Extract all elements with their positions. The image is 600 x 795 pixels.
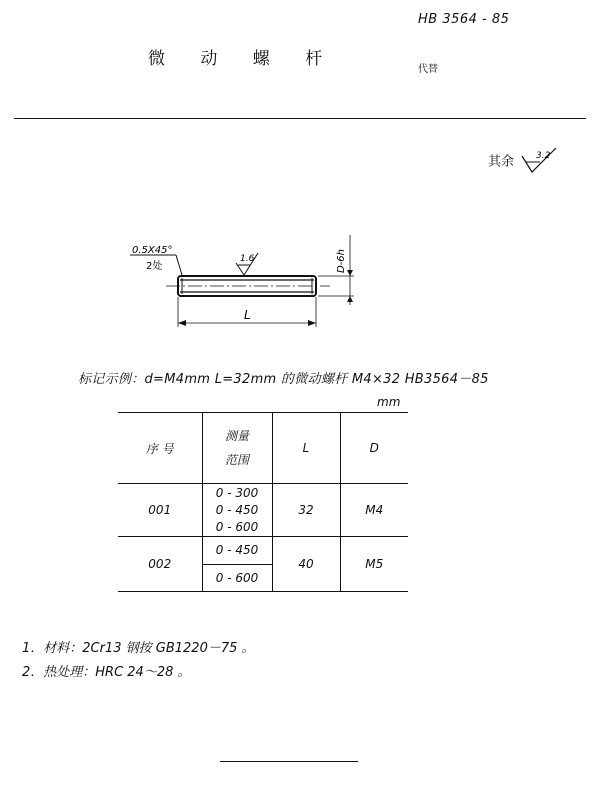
surface-roughness-value: 1.6 xyxy=(240,254,255,264)
row-ranges xyxy=(202,484,272,537)
table-header-row xyxy=(118,413,408,484)
header-range xyxy=(202,413,272,484)
range-value: 0 - 450 xyxy=(203,537,272,565)
general-roughness-value: 3.2 xyxy=(536,151,551,161)
row-seq: 002 xyxy=(118,537,202,592)
table-row xyxy=(118,484,408,537)
document-title: 微 动 螺 杆 xyxy=(148,49,338,69)
note-heat-treatment: 2．热处理：HRC 24～28 。 xyxy=(22,665,191,680)
header-divider xyxy=(14,118,586,119)
length-label: L xyxy=(244,308,251,322)
range-value: 0 - 450 xyxy=(215,502,259,517)
marking-example: 标记示例：d=M4mm L=32mm 的微动螺杆 M4×32 HB3564－85 xyxy=(78,372,489,387)
table-unit: mm xyxy=(377,395,401,409)
footer-divider xyxy=(220,761,358,762)
row-D: M5 xyxy=(340,537,408,592)
row-ranges xyxy=(202,537,272,592)
range-value: 0 - 600 xyxy=(215,571,259,585)
chamfer-count-label: 2处 xyxy=(146,261,163,272)
range-value: 0 - 300 xyxy=(215,485,259,500)
table-row xyxy=(118,537,408,592)
header-D: D xyxy=(340,413,408,484)
header-range-line2: 范围 xyxy=(224,453,249,467)
standard-code: HB 3564 - 85 xyxy=(418,12,510,27)
note-material: 1．材料：2Cr13 钢按 GB1220－75 。 xyxy=(22,641,255,656)
row-seq: 001 xyxy=(118,484,202,537)
header-L: L xyxy=(272,413,340,484)
range-value: 0 - 600 xyxy=(215,519,259,534)
screw-drawing xyxy=(120,225,370,335)
chamfer-label: 0.5X45° xyxy=(132,245,173,256)
row-D: M4 xyxy=(340,484,408,537)
row-L: 40 xyxy=(272,537,340,592)
header-range-line1: 测量 xyxy=(224,429,249,443)
replaces-label: 代替 xyxy=(418,64,438,75)
row-L: 32 xyxy=(272,484,340,537)
specification-table xyxy=(118,412,408,592)
roughness-symbol-icon xyxy=(520,148,566,176)
diameter-label: D-6h xyxy=(336,248,347,273)
general-roughness-label: 其余 xyxy=(488,154,515,170)
header-seq: 序 号 xyxy=(118,413,202,484)
general-roughness xyxy=(488,148,566,176)
